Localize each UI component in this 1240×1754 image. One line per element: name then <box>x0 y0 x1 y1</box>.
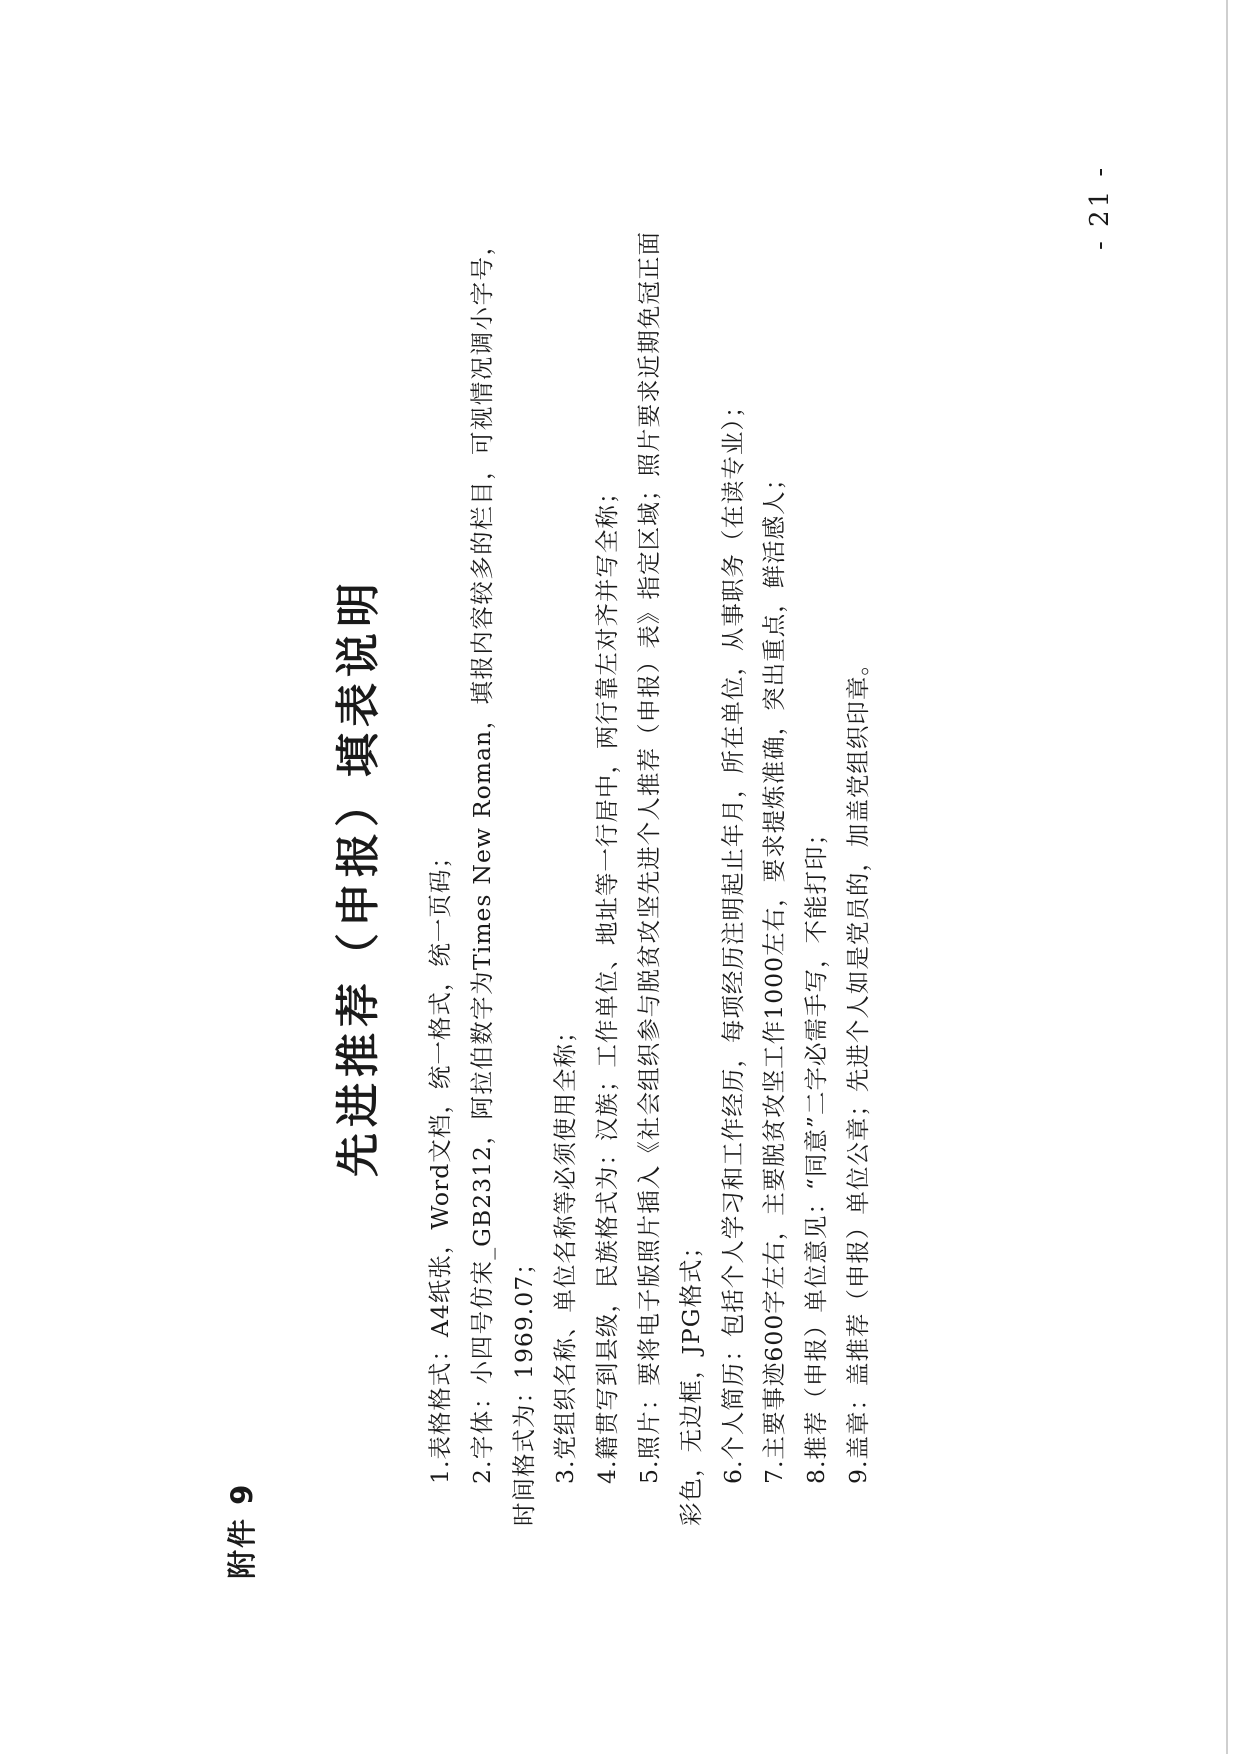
instruction-item: 1.表格格式：A4纸张，Word文档，统一格式，统一页码； <box>426 844 454 1484</box>
instruction-item: 5.照片：要将电子版照片插入《社会组织参与脱贫攻坚先进个人推荐（申报）表》指定区域；照片要求近期免冠正面彩色，无边框，JPG格式； <box>634 231 705 1526</box>
instruction-item: 7.主要事迹600字左右，主要脱贫攻坚工作1000左右，要求提炼准确，突出重点，鲜活感人； <box>760 465 789 1484</box>
attachment-label: 附件 9 <box>225 1482 259 1579</box>
page-title: 先进推荐（申报）填表说明 <box>333 577 384 1177</box>
instruction-item: 2.字体：小四号仿宋_GB2312，阿拉伯数字为Times New Roman，填报内容较多的栏目，可视情况调小字号，时间格式为：1969.07； <box>467 231 538 1526</box>
instruction-list <box>420 231 880 1526</box>
instruction-item: 9.盖章：盖推荐（申报）单位公章；先进个人如是党员的，加盖党组织印章。 <box>843 651 872 1484</box>
page-number: - 21 - <box>1085 164 1115 250</box>
instruction-item: 8.推荐（申报）单位意见：“同意”二字必需手写，不能打印； <box>802 821 831 1484</box>
instruction-item: 6.个人简历：包括个人学习和工作经历，每项经历注明起止年月，所在单位，从事职务（在读专业）； <box>718 393 747 1484</box>
instruction-item: 3.党组织名称、单位名称等必须使用全称； <box>551 1018 580 1484</box>
instruction-item: 4.籍贯写到县级，民族格式为：汉族；工作单位、地址等一行居中，两行靠左对齐并写全称； <box>593 479 622 1484</box>
